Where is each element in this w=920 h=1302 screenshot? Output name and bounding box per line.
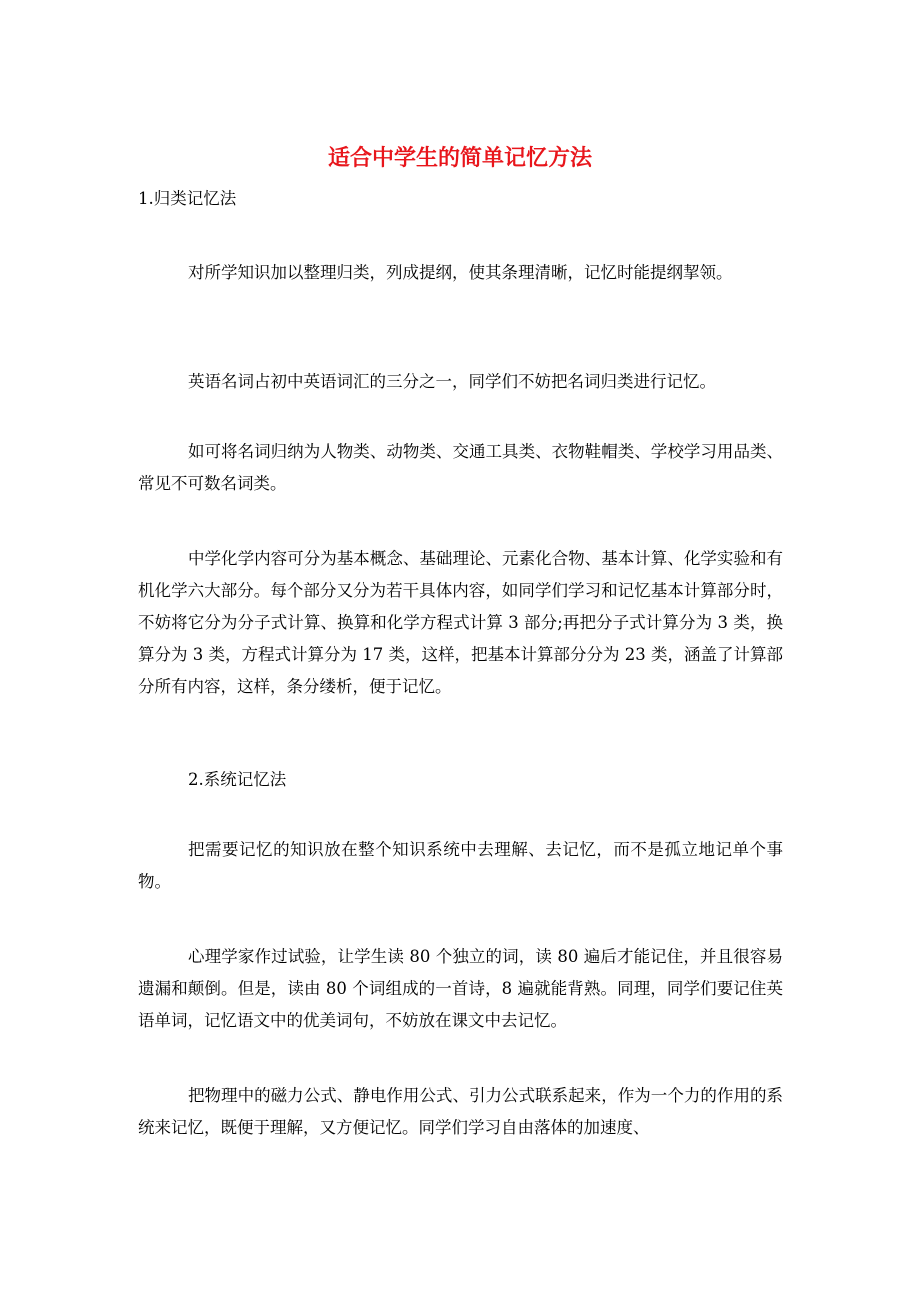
paragraph-3: 如可将名词归纳为人物类、动物类、交通工具类、衣物鞋帽类、学校学习用品类、常见不可数名词类。 <box>138 442 783 493</box>
paragraph-6: 心理学家作过试验，让学生读 80 个独立的词，读 80 遍后才能记住，并且很容易遗漏和颠倒。但是，读由 80 个词组成的一首诗，8 遍就能背熟。同理，同学们要记住英语单词，记忆语文中的优美词句，不妨放在课文中去记忆。 <box>138 947 783 1030</box>
document-title: 适合中学生的简单记忆方法 <box>327 145 592 171</box>
paragraph-1: 对所学知识加以整理归类，列成提纲，使其条理清晰，记忆时能提纲挈领。 <box>188 263 733 282</box>
paragraph-7: 把物理中的磁力公式、静电作用公式、引力公式联系起来，作为一个力的作用的系统来记忆，既便于理解，又方便记忆。同学们学习自由落体的加速度、 <box>138 1086 783 1137</box>
paragraph-4: 中学化学内容可分为基本概念、基础理论、元素化合物、基本计算、化学实验和有机化学六大部分。每个部分又分为若干具体内容，如同学们学习和记忆基本计算部分时，不妨将它分为分子式计算、换算和化学方程式计算 3 部分;再把分子式计算分为 3 类，换算分为 3 类，方程式计算分为 17 类，这样，把基本计算部分分为 23 类，涵盖了计算部分所有内容，这样，条分缕析，便于记忆。 <box>138 549 783 696</box>
paragraph-5: 把需要记忆的知识放在整个知识系统中去理解、去记忆，而不是孤立地记单个事物。 <box>138 840 783 891</box>
section-heading-2: 2.系统记忆法 <box>188 770 287 789</box>
section-heading-1: 1.归类记忆法 <box>138 189 237 208</box>
paragraph-2: 英语名词占初中英语词汇的三分之一，同学们不妨把名词归类进行记忆。 <box>188 372 716 391</box>
